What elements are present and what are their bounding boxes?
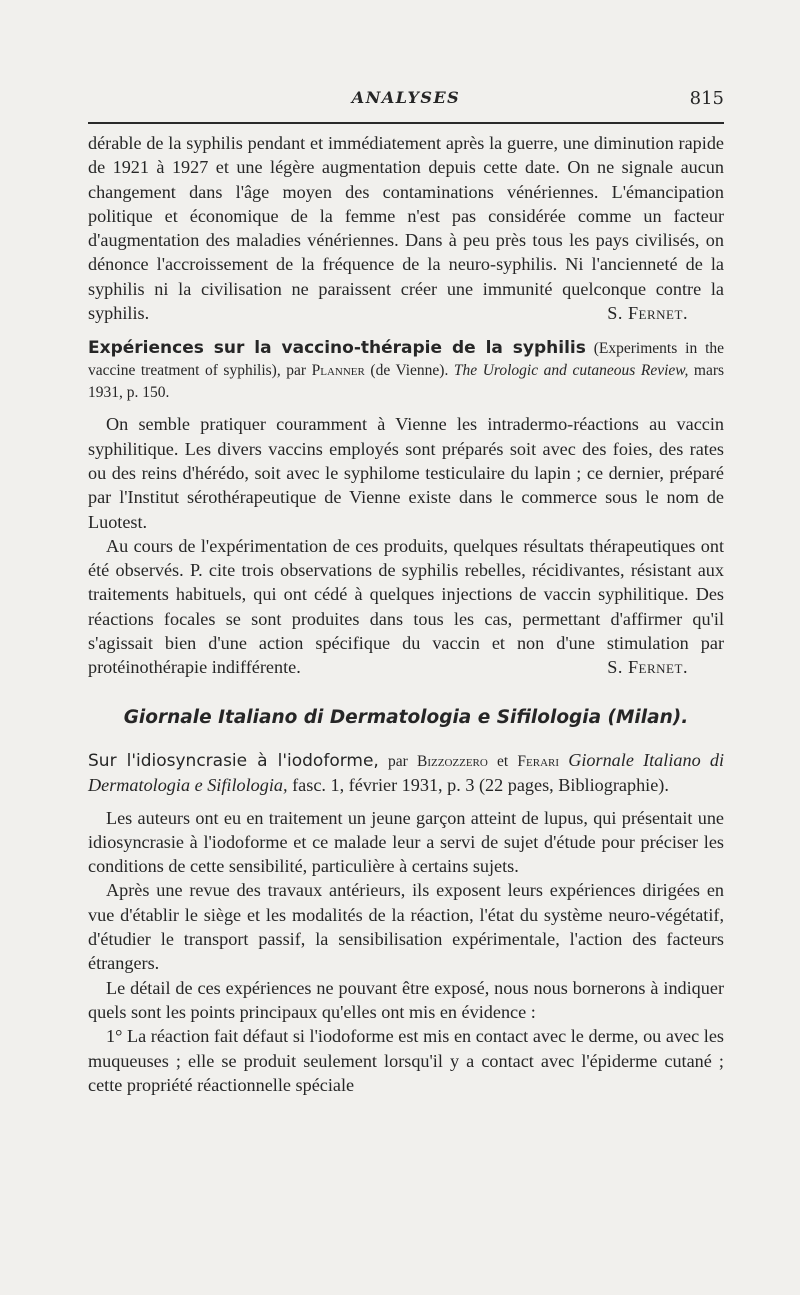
article1-end-text: dérable de la syphilis pendant et immédiatement après la guerre, une diminution rapide de 1921 à 1927 et une légère augmentation depuis cette date. On ne signale aucun changement dans l'âge moyen des contaminations vénériennes. L'émancipation politique et économique de la femme n'est pas considérée comme un facteur d'augmentation des maladies vénériennes. Dans à peu près tous les pays civilisés, on dénonce l'accroissement de la fréquence de la neuro-syphilis. Ni l'ancienneté de la syphilis ni la civilisation ne paraissent créer une immunité quelconque contre la syphilis. <box>88 133 724 324</box>
article2-heading <box>88 337 724 404</box>
article2-signature: S. Fernet. <box>607 657 688 678</box>
article2-title: Expériences sur la vaccino-thérapie de la syphilis <box>88 338 586 359</box>
article3-author2: Ferari <box>517 752 560 770</box>
article3-author1: Bizzozzero <box>417 752 488 770</box>
article3-paragraph-4: 1° La réaction fait défaut si l'iodoforme est mis en contact avec le derme, ou avec les muqueuses ; elle se produit seulement lorsqu'il y a contact avec l'épiderme cutané ; cette propriété réactionnelle spéciale <box>88 1026 724 1095</box>
article3-ref-rest: fasc. 1, février 1931, p. 3 (22 pages, Bibliographie). <box>292 775 669 796</box>
article2-journal: The Urologic and cutaneous Review, <box>453 362 689 380</box>
article3-heading <box>88 748 724 798</box>
article3-paragraph-3: Le détail de ces expériences ne pouvant être exposé, nous nous bornerons à indiquer quels sont les points principaux qu'elles ont mis en évidence : <box>88 977 724 1022</box>
article3-journal: Giornale Italiano di Dermatologia e Sifilologia, <box>88 749 725 796</box>
running-title: ANALYSES <box>351 88 461 107</box>
article2-ref-english: (Experiments in the vaccine treatment of syphilis), par <box>88 340 725 380</box>
article1-end-paragraph <box>88 131 724 325</box>
article2-author: Planner <box>311 362 365 380</box>
article2-paragraph-2-text: Au cours de l'expérimentation de ces produits, quelques résultats thérapeutiques ont été observés. P. cite trois observations de syphilis rebelles, récidivantes, résistant aux traitements habituels, qui ont cédé à quelques injections de vaccin syphilitique. Des réactions focales se sont produites dans tous les cas, permettant d'affirmer qu'il s'agissait bien d'une action spécifique du vaccin et non d'une stimulation par protéinothérapie indifférente. <box>88 535 724 678</box>
article2-author-place: (de Vienne). <box>370 362 449 380</box>
article3-paragraph-1: Les auteurs ont eu en traitement un jeune garçon atteint de lupus, qui présentait une idiosyncrasie à l'iodoforme et ce malade leur a servi de sujet d'étude pour préciser les conditions de cette sensibilité, particulière à certains sujets. <box>88 807 724 877</box>
article3-par: par <box>388 752 408 770</box>
header-rule <box>88 122 724 124</box>
page-header <box>88 88 724 110</box>
article1-signature: S. Fernet. <box>607 303 688 324</box>
journal-section-title: Giornale Italiano di Dermatologia e Sifilologia (Milan). <box>123 706 689 728</box>
page-body <box>88 131 724 1097</box>
article3-et: et <box>497 752 509 770</box>
article3-title: Sur l'idiosyncrasie à l'iodoforme, <box>88 750 379 771</box>
article2-paragraph-2 <box>88 534 724 680</box>
page-number: 815 <box>689 88 724 109</box>
article3-paragraph-2: Après une revue des travaux antérieurs, ils exposent leurs expériences dirigées en vue d'établir le siège et les modalités de la réaction, l'état du système neuro-végétatif, d'étudier le transport passif, la sensibilisation expérimentale, l'action des facteurs étrangers. <box>88 880 724 974</box>
article2-date-page: mars 1931, p. 150. <box>88 362 725 402</box>
article2-paragraph-1: On semble pratiquer couramment à Vienne les intradermo-réactions au vaccin syphilitique. Les divers vaccins employés sont préparés soit avec des foies, des rates ou des reins d'hérédo, soit avec le syphilome testiculaire du lapin ; ce dernier, préparé par l'Institut sérothérapeutique de Vienne existe dans le commerce sous le nom de Luotest. <box>88 414 724 532</box>
